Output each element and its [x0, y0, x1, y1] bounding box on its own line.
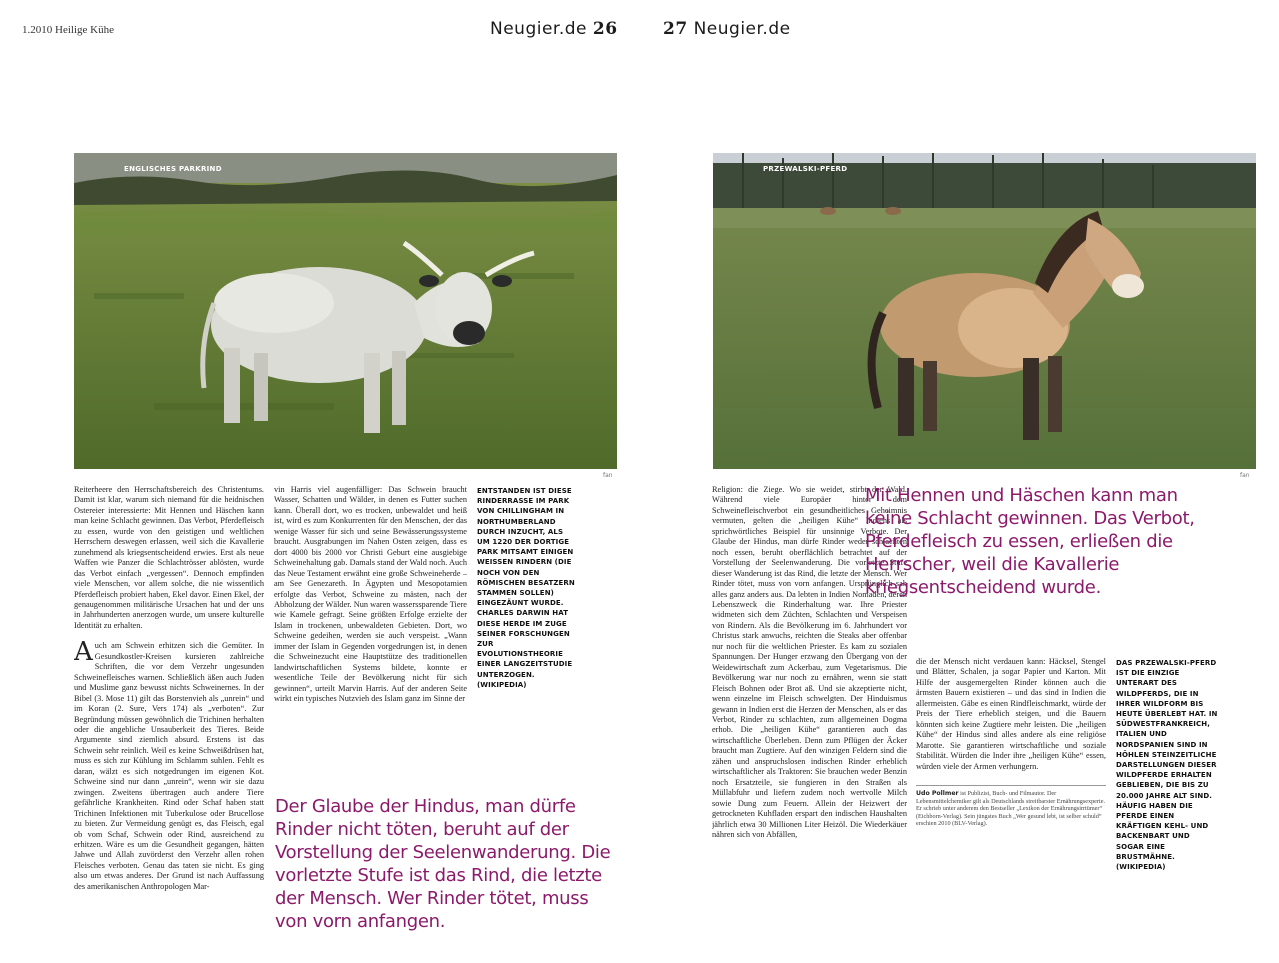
photo-credit-right: fan — [1240, 472, 1250, 479]
article-column-left-2 — [274, 485, 467, 775]
park-cattle-image — [74, 153, 617, 469]
drop-cap: A — [74, 637, 93, 668]
photo-label-left: ENGLISCHES PARKRIND — [124, 165, 222, 173]
pull-quote-left: Der Glaube der Hindus, man dürfe Rinder nicht töten, beruht auf der Vorstellung der Seelenwanderung. Die vorletzte Stufe ist das Rind, die letzte der Mensch. Wer Rinder tötet, muss von vorn anfangen. — [275, 796, 611, 932]
paragraph: Religion: die Ziege. Wo sie weidet, stirbt der Wald. Während viele Europäer hinter dem Schweinefleischverbot ein gesundheitliches Geheimnis vermuten, gelten die „heiligen Kühe“ Indiens als sprichwörtliches Beispiel für unsinnige Verbote. Der Glaube der Hindus, man dürfe Rinder weder schlachten noch essen, beruht oberflächlich betrachtet auf der Vorstellung der Seelenwanderung. Die vorletzte Stufe dieser Wanderung ist das Rind, die letzte der Mensch. Wer Rinder tötet, muss von vorn anfangen. Ursprünglich sah alles ganz anders aus. Da lebten in Indien Nomaden, deren Lebenszweck die Rinderhaltung war. Ihre Priester widmeten sich dem Züchten, Schlachten und Verspeisen von Rindern. Als die Bevölkerung im 6. Jahrhundert vor Christus stark anwuchs, reichten die Steaks aber offenbar nur noch für die weltlichen Priester. Es kam zu sozialen Spannungen. Der Hunger erzwang den Übergang von der Weidewirtschaft zum Ackerbau, zum Vegetarismus. Die Bevölkerung war nur noch zu ernähren, wenn sie statt Fleisch Bohnen oder Brot aß. Und sie akzeptierte nicht, wenn einzelne im Fleisch schwelgten. Der Hinduismus gewann in Indien erst die Herzen der Menschen, als er das Verbot, Rinder zu schlachten, zum allgemeinen Dogma erhob. Die „heiligen Kühe“ garantieren auch das wirtschaftliche Überleben. Denn zum Pflügen der Äcker braucht man Zugtiere. Auf den winzigen Feldern sind die zähen und anspruchslosen indischen Rinder erheblich wirtschaftlicher als Traktoren: Sie brauchen weder Benzin noch Ersatzteile, sie fungieren in den Straßen als Müllabfuhr und liefern zudem noch wertvolle Milch sowie Dung zum Feuern. Allein der Heizwert der getrockneten Kuhfladen erspart den indischen Haushalten jährlich etwa 30 Millionen Liter Heizöl. Die Wiederkäuer nähren sich von Abfällen, — [712, 485, 907, 839]
photo-label-right: PRZEWALSKI-PFERD — [763, 165, 848, 173]
paragraph-text: uch am Schwein erhitzen sich die Gemüter. In Gesundkostler-Kreisen kursieren zahlreiche Schriften, die vor dem Verzehr ungesunden Schweinefleisches warnen. Schließlich äßen auch Juden und Muslime ganz bewusst nichts Schweinernes. In der Bibel (3. Mose 11) gilt das Borstenvieh als „unrein“ und im Koran (2. Sure, Vers 174) als „verboten“. Zur Begründung müssen gewöhnlich die Trichinen herhalten oder die angebliche Unsauberkeit des Tieres. Beide Argumente sind ziemlich absurd. Erstens ist das Schwein sehr reinlich. Weil es keine Schweißdrüsen hat, muss es sich zur Kühlung im Schlamm suhlen. Fehlt es daran, wälzt es sich notgedrungen im eigenen Kot. Schweine sind nur dann „unrein“, wenn wir sie dazu zwingen. Zweitens übertragen auch andere Tiere gefährliche Krankheiten. Rind oder Schaf haben statt Trichinen Infektionen mit Tuberkulose oder Brucellose zu bieten. Zur Vermeidung genügt es, das Fleisch, egal ob vom Schaf, Schwein oder Rind, ausreichend zu erhitzen. Wäre es um die Gesundheit gegangen, hätten Jahwe und Allah zuvörderst den Verzehr allen rohen Fleisches verboten. Genau das taten sie nicht. Es ging also um etwas anderes. Der Grund ist nach Auffassung des amerikanischen Anthropologen Mar- — [74, 641, 264, 891]
paragraph — [74, 637, 264, 892]
photo-park-cattle — [74, 153, 617, 469]
brand-name-left: Neugier.de — [490, 19, 588, 39]
masthead-left — [490, 19, 618, 39]
paragraph: die der Mensch nicht verdauen kann: Häcksel, Stengel und Blätter, Schalen, ja sogar Papier und Karton. Mit Hilfe der ausgemergelten Rinder können auch die ärmsten Bauern existieren – und das sind in Indien die allermeisten. Gäbe es einen Rindfleischmarkt, würde der Preis der Tiere erheblich steigen, und die Bauern könnten sich keine Zugtiere mehr leisten. Die „heiligen Kühe“ der Hindus sind alles andere als eine religiöse Marotte. Sie garantieren wirtschaftliche und soziale Stabilität. Würden die Inder ihre „heiligen Kühe“ essen, würden viele der Armen verhungern. — [916, 657, 1106, 771]
author-name: Udo Pollmer — [916, 790, 959, 797]
photo-caption-right: DAS PRZEWALSKI-PFERD IST DIE EINZIGE UNTERART DES WILDPFERDS, DIE IN IHRER WILDFORM BIS HEUTE ÜBERLEBT HAT. IN SÜDWESTFRANKREICH, ITALIEN UND NORDSPANIEN SIND IN HÖHLEN STEINZEITLICHE DARSTELLUNGEN DIESER WILDPFERDE ERHALTEN GEBLIEBEN, DIE BIS ZU 20.000 JAHRE ALT SIND. HÄUFIG HABEN DIE PFERDE EINEN KRÄFTIGEN KEHL- UND BACKENBART UND SOGAR EINE BRUSTMÄHNE. (WIKIPEDIA) — [1116, 659, 1218, 872]
author-bio-text: ist Publizist, Buch- und Filmautor. Der Lebensmittelchemiker gilt als Deutschlands streitbarster Ernährungsexperte. Er schrieb unter anderem den Bestseller „Lexikon der Ernährungsirrtümer“ (Eichborn-Verlag). Sein jüngstes Buch „Wer gesund lebt, ist selber schuld“ erschien 2010 (BLV-Verlag). — [916, 790, 1105, 828]
photo-przewalski-horse — [713, 153, 1256, 469]
photo-credit-left: fan — [603, 472, 613, 479]
przewalski-horse-image — [713, 153, 1256, 469]
photo-caption-left: ENTSTANDEN IST DIESE RINDERRASSE IM PARK VON CHILLINGHAM IN NORTHUMBERLAND DURCH INZUCHT, ALS UM 1220 DER DORTIGE PARK MITSAMT EINIGEN WEISSEN RINDERN (DIE NOCH VON DEN RÖMISCHEN BESATZERN STAMMEN SOLLEN) EINGEZÄUNT WURDE. CHARLES DARWIN HAT DIESE HERDE IM ZUGE SEINER FORSCHUNGEN ZUR EVOLUTIONSTHEORIE EINER LANGZEITSTUDIE UNTERZOGEN. (WIKIPEDIA) — [477, 487, 575, 689]
page-number-left: 26 — [592, 19, 618, 39]
article-column-right-2 — [916, 657, 1106, 782]
issue-label: 1.2010 Heilige Kühe — [22, 24, 114, 36]
page-number-right: 27 — [663, 19, 688, 39]
paragraph: vin Harris viel augenfälliger: Das Schwein braucht Wasser, Schatten und Wälder, in denen es Futter suchen kann. Überall dort, wo es trocken, unbewaldet und heiß ist, wird es zum Konkurrenten für den Menschen, der das wenige Wasser für sich und seine Bewässerungssysteme braucht. Ausgrabungen im Nahen Osten zeigen, dass es dort 4000 bis 2000 vor Christi Geburt eine ausgiebige Schweinehaltung gab. Damals stand der Wald noch. Auch das Neue Testament erwähnt eine große Schweineherde – am See Genezareth. In Ägypten und Mesopotamien erfolgte das Verbot, Schweine zu mästen, nach der Abholzung der Wälder. Nun waren wasserssparende Tiere wie Kamele gefragt. Seine größten Erfolge erzielte der Islam in trockenen, unbewaldeten Gebieten. Dort, wo Schweine gedeihen, werden sie auch verspeist. „Wann immer der Islam in Gegenden vorgedrungen ist, in denen die Schweinezucht eine Hauptstütze des traditionellen landwirtschaftlichen Systems bildete, konnte er wesentliche Teile der Bevölkerung nicht für sich gewinnen“, urteilt Marvin Harris. Auf der anderen Seite wirkt ein typisches Nutzvieh des Islam ganz im Sinne der — [274, 485, 467, 704]
author-bio — [916, 785, 1106, 828]
paragraph: Reiterheere den Herrschaftsbereich des Christentums. Damit ist klar, warum sich niemand für die heidnischen Ostereier interessierte: Mit Hennen und Häschen kann man keine Schlacht gewinnen. Das Verbot, Pferdefleisch zu essen, wurde von den geistigen und weltlichen Herrschern deswegen erlassen, weil sich die Kavallerie zunehmend als kriegsentscheidend erwies. Erst als neue Waffen wie Panzer die Schlachtrösser ablösten, wurde das Verbot einfach „vergessen“. Dennoch empfinden viele Menschen, vor allem solche, die nie wissentlich Pferdefleisch probiert haben, Ekel davor. Einen Ekel, der genaugenommen militärische Ursachen hat und der uns in Jahrhunderten anerzogen wurde, um unsere kulturelle Identität zu erhalten. — [74, 485, 264, 630]
brand-name-right: Neugier.de — [693, 19, 791, 39]
article-column-left-1 — [74, 485, 264, 935]
pull-quote-right: Mit Hennen und Häschen kann man keine Schlacht gewinnen. Das Verbot, Pferdefleisch zu essen, erließen die Herrscher, weil die Kavallerie kriegsentscheidend wurde. — [865, 485, 1195, 598]
masthead-right — [663, 19, 791, 39]
